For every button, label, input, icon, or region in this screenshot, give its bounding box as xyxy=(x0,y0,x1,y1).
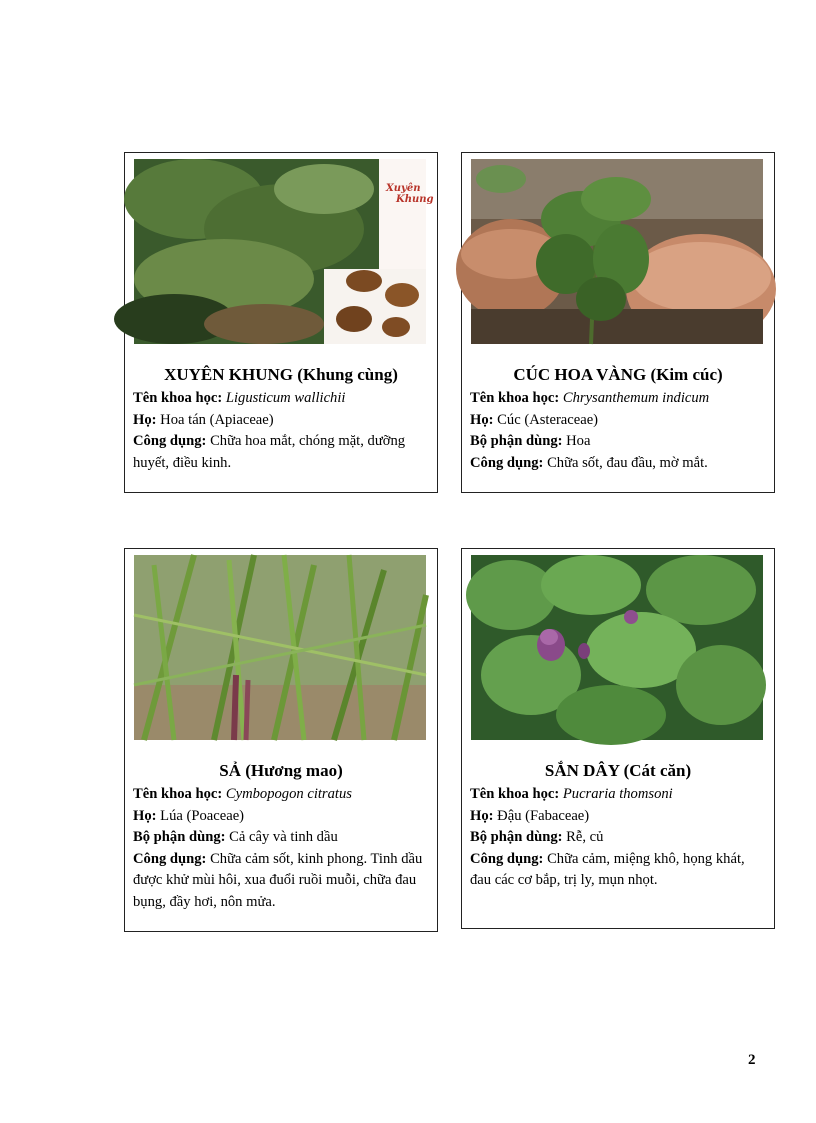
card-title: CÚC HOA VÀNG (Kim cúc) xyxy=(513,365,723,384)
scientific-name-value: Chrysanthemum indicum xyxy=(562,390,710,406)
family-value: Hoa tán (Apiaceae) xyxy=(160,411,274,428)
part-used-row xyxy=(470,827,768,849)
use-label: Công dụng: xyxy=(470,850,544,867)
family-row xyxy=(133,806,431,828)
scientific-name-label: Tên khoa học: xyxy=(470,390,560,406)
use-label: Công dụng: xyxy=(133,850,207,867)
plant-card-cuc-hoa-vang xyxy=(461,152,775,493)
family-label: Họ: xyxy=(133,411,157,428)
card-title: XUYÊN KHUNG (Khung cùng) xyxy=(164,365,398,384)
use-label: Công dụng: xyxy=(133,433,207,449)
scientific-name-row xyxy=(133,388,431,410)
card-title: SẮN DÂY (Cát căn) xyxy=(544,761,692,780)
card-info xyxy=(470,784,768,892)
part-used-label: Bộ phận dùng: xyxy=(133,829,226,845)
scientific-name-value: Ligusticum wallichii xyxy=(225,390,346,406)
scientific-name-label: Tên khoa học: xyxy=(470,786,560,802)
part-used-row xyxy=(133,827,431,849)
scientific-name-label: Tên khoa học: xyxy=(133,390,223,406)
family-value: Đậu (Fabaceae) xyxy=(497,807,590,824)
card-info xyxy=(133,388,431,474)
part-used-value: Rễ, củ xyxy=(566,829,604,845)
scientific-name-value: Pucraria thomsoni xyxy=(562,786,673,802)
photo-caption-line2: Khung xyxy=(396,194,434,205)
use-value: Chữa hoa mắt, chóng mặt, dưỡng huyết, điều kinh. xyxy=(133,433,406,471)
plant-photo-san-day xyxy=(471,555,763,740)
card-info xyxy=(133,784,431,913)
plant-photo-cuc-hoa-vang xyxy=(471,159,763,344)
use-value: Chữa cảm, miệng khô, họng khát, đau các cơ bắp, trị ly, mụn nhọt. xyxy=(470,850,745,888)
card-info xyxy=(470,388,768,474)
card-title: SẢ (Hương mao) xyxy=(219,761,343,780)
family-row xyxy=(470,410,768,432)
scientific-name-value: Cymbopogon citratus xyxy=(225,786,352,802)
family-value: Cúc (Asteraceae) xyxy=(497,411,599,428)
use-value: Chữa cảm sốt, kinh phong. Tinh dầu được khử mùi hôi, xua đuổi ruồi muỗi, chữa đau bụng, đầy hơi, nôn mửa. xyxy=(133,850,423,910)
plant-card-sa xyxy=(124,548,438,932)
family-row xyxy=(133,410,431,432)
family-row xyxy=(470,806,768,828)
part-used-label: Bộ phận dùng: xyxy=(470,829,563,845)
use-row xyxy=(133,431,431,474)
family-label: Họ: xyxy=(470,411,494,428)
use-row xyxy=(133,849,431,914)
scientific-name-row xyxy=(470,784,768,806)
photo-caption-line1: Xuyên xyxy=(386,183,421,194)
scientific-name-row xyxy=(470,388,768,410)
family-label: Họ: xyxy=(470,807,494,824)
use-label: Công dụng: xyxy=(470,454,544,471)
plant-card-san-day xyxy=(461,548,775,929)
part-used-label: Bộ phận dùng: xyxy=(470,433,563,449)
part-used-value: Hoa xyxy=(566,433,591,449)
page-number: 2 xyxy=(748,1052,756,1068)
scientific-name-label: Tên khoa học: xyxy=(133,786,223,802)
use-value: Chữa sốt, đau đầu, mờ mắt. xyxy=(547,454,708,471)
family-label: Họ: xyxy=(133,807,157,824)
use-row xyxy=(470,453,768,475)
family-value: Lúa (Poaceae) xyxy=(160,807,245,824)
part-used-row xyxy=(470,431,768,453)
plant-photo-xuyen-khung xyxy=(134,159,434,344)
part-used-value: Cả cây và tinh dầu xyxy=(229,829,338,845)
scientific-name-row xyxy=(133,784,431,806)
plant-card-xuyen-khung xyxy=(124,152,438,493)
plant-photo-sa xyxy=(134,555,426,740)
use-row xyxy=(470,849,768,892)
